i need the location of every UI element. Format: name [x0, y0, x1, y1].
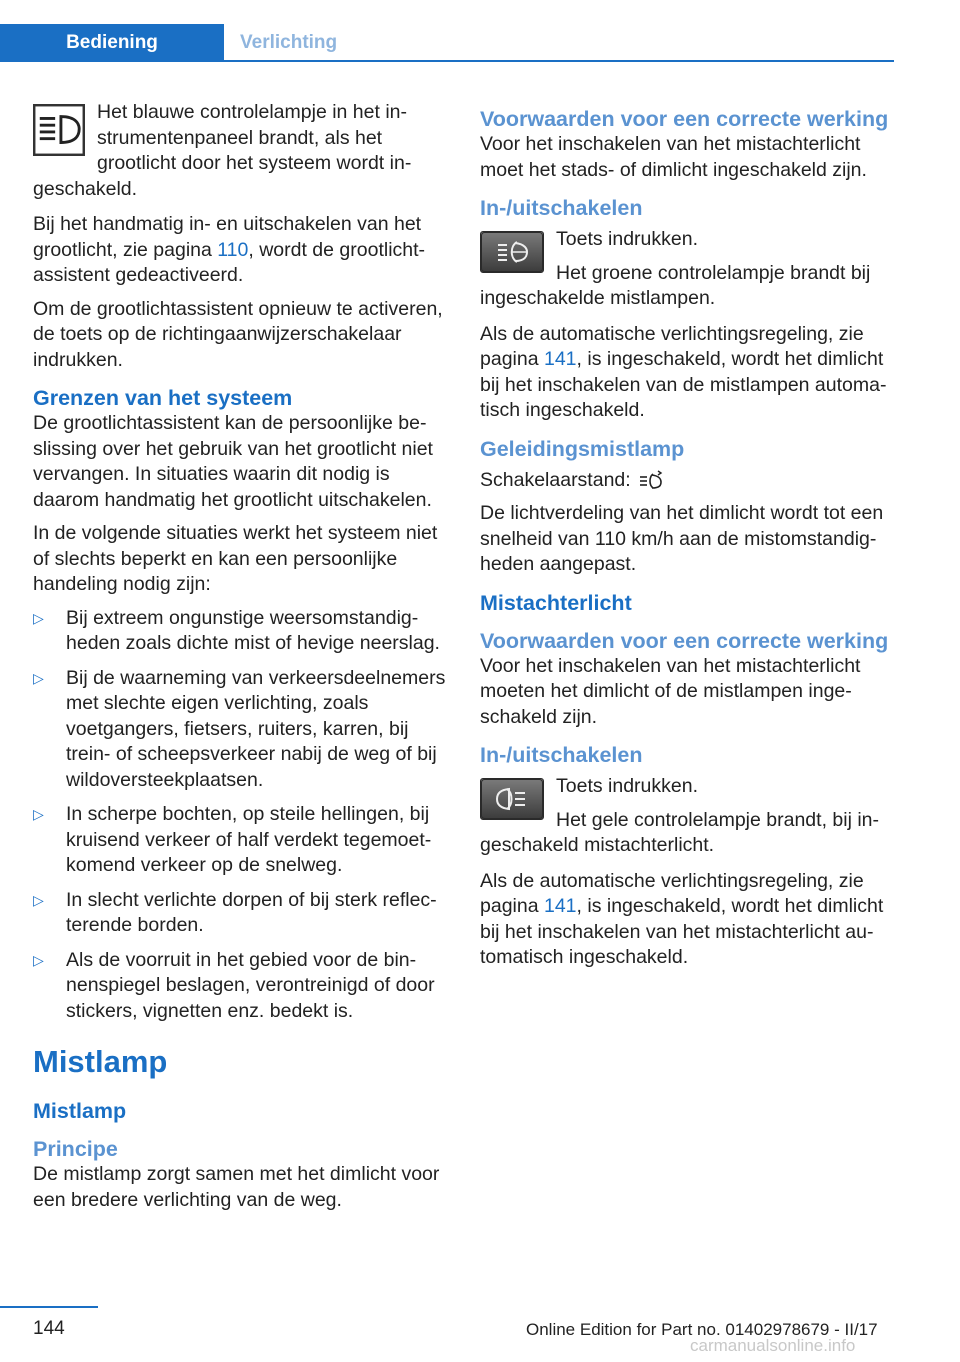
list-item: [33, 888, 449, 939]
high-beam-indicator-icon: [33, 104, 85, 156]
bullet-icon: ▷: [33, 951, 44, 968]
tab-verlichting[interactable]: Verlichting: [240, 32, 338, 53]
rear-fog-light-button-icon[interactable]: [480, 778, 544, 820]
heading-principe: Principe: [33, 1137, 118, 1161]
text-span: , is ingeschakeld, wordt het dimlicht bij het inschakelen van het mistachterlicht automatisch ingeschakeld.: [480, 895, 884, 968]
page-link-141[interactable]: 141: [543, 348, 577, 370]
edition-text: Online Edition for Part no. 01402978679 - II/17: [526, 1320, 878, 1339]
list-item: [33, 606, 449, 657]
switch-position-text: [480, 468, 896, 494]
left-column: [33, 100, 449, 1221]
list-item-text: Als de voorruit in het gebied voor de binnenspiegel beslagen, verontreinigd of door stickers, vignetten enz. bedekt is.: [66, 948, 435, 1022]
situations-intro: In de volgende situaties werkt het systeem niet of slechts beperkt en kan een persoonlijke handeling nodig zijn:: [33, 522, 438, 595]
footer-divider: [0, 1306, 98, 1308]
light-distribution-text: De lichtverdeling van het dimlicht wordt tot een snelheid van 110 km/h aan de mistomstandigheden aangepast.: [480, 502, 884, 575]
watermark: carmanualsonline.info: [690, 1336, 856, 1355]
list-item-text: Bij extreem ongunstige weersomstandigheden zoals dichte mist of hevige neerslag.: [66, 606, 440, 654]
text-span: , wordt de grootlichtassistent gedeactiveerd.: [33, 238, 426, 286]
heading-voorwaarden-2: Voorwaarden voor een correcte werking: [480, 628, 889, 653]
heading-grenzen: Grenzen van het systeem: [33, 386, 293, 410]
bullet-icon: ▷: [33, 891, 44, 908]
heading-inuit-2: In-/uitschakelen: [480, 743, 643, 767]
heading-mistachterlicht: Mistachterlicht: [480, 590, 632, 615]
green-indicator-text: Het groene controlelampje brandt bij ingeschakelde mistlampen.: [480, 261, 871, 309]
bullet-icon: ▷: [33, 669, 44, 686]
high-beam-indicator-icon-box: [33, 104, 85, 164]
list-item-text: In slecht verlichte dorpen of bij sterk reflecterende borden.: [66, 888, 437, 936]
page-link-110[interactable]: 110: [217, 238, 249, 261]
heading-inuit-1: In-/uitschakelen: [480, 196, 643, 220]
grenzen-text: De grootlichtassistent kan de persoonlijke beslissing over het gebruik van het grootlicht niet vervangen. In situaties waarin dit nodig is daarom handmatig het grootlicht uitschakelen.: [33, 412, 433, 511]
text-span: Bij het handmatig in- en uitschakelen van het grootlicht, zie pagina: [33, 213, 422, 261]
bullet-icon: ▷: [33, 806, 44, 822]
reactivate-text: Om de grootlichtassistent opnieuw te activeren, de toets op de richtingaanwijzerschakelaar indrukken.: [33, 297, 443, 371]
toets-1-text: Toets indrukken.: [556, 228, 698, 250]
voorwaarden-1-text: Voor het inschakelen van het mistachterlicht moet het stads- of dimlicht ingeschakeld zijn.: [480, 133, 867, 181]
list-item: [33, 802, 449, 879]
cornering-fog-lamp-icon: [636, 469, 666, 491]
text-span: Als de automatische verlichtingsregeling, zie pagina: [480, 869, 864, 917]
list-item: [33, 666, 449, 794]
bullet-icon: ▷: [33, 609, 44, 626]
list-item-text: Bij de waarneming van verkeersdeelnemers met slechte eigen verlichting, zoals voetgangers, fietsers, ruiters, karren, bij trein- of scheepsverkeer nabij de weg of bij wildoversteekplaatsen.: [66, 666, 446, 791]
fog-lamp-button-icon[interactable]: [480, 231, 544, 273]
text-span: , is ingeschakeld, wordt het dimlicht bij het inschakelen van de mistlampen automatisch ingeschakeld.: [480, 348, 887, 421]
heading-mistlamp-sub: Mistlamp: [33, 1099, 127, 1123]
toets-2-text: Toets indrukken.: [556, 775, 698, 797]
fog-lamp-button-box: [480, 231, 544, 281]
high-beam-indicator-text: Het blauwe controlelampje in het instrumentenpaneel brandt, als het grootlicht door het systeem wordt ingeschakeld.: [33, 101, 412, 200]
manual-switch-text: [33, 212, 449, 289]
page-link-141-b[interactable]: 141: [543, 895, 577, 917]
heading-geleidingsmistlamp: Geleidingsmistlamp: [480, 436, 685, 461]
heading-mistlamp-main: Mistlamp: [33, 1044, 168, 1079]
text-span: Als de automatische verlichtingsregeling, zie pagina: [480, 322, 864, 370]
right-column: [480, 100, 896, 979]
situations-list: [33, 606, 449, 1025]
heading-voorwaarden-1: Voorwaarden voor een correcte werking: [480, 107, 889, 131]
page-number: 144: [33, 1318, 65, 1339]
principe-text: De mistlamp zorgt samen met het dimlicht voor een bredere verlichting van de weg.: [33, 1163, 440, 1211]
page-header: [0, 24, 894, 62]
text-span: Schakelaarstand:: [480, 468, 631, 491]
list-item-text: In scherpe bochten, op steile hellingen, bij kruisend verkeer of half verdekt tegemoetkomend verkeer op de snelweg.: [66, 803, 432, 876]
tab-bediening[interactable]: Bediening: [0, 24, 224, 62]
auto-light-text-2: [480, 869, 896, 971]
rear-fog-button-box: [480, 778, 544, 828]
yellow-indicator-text: Het gele controlelampje brandt, bij ingeschakeld mistachterlicht.: [480, 808, 880, 856]
header-divider: [224, 60, 894, 62]
voorwaarden-2-text: Voor het inschakelen van het mistachterlicht moeten het dimlicht of de mistlampen ingeschakeld zijn.: [480, 654, 861, 728]
auto-light-text-1: [480, 322, 896, 424]
list-item: [33, 948, 449, 1025]
